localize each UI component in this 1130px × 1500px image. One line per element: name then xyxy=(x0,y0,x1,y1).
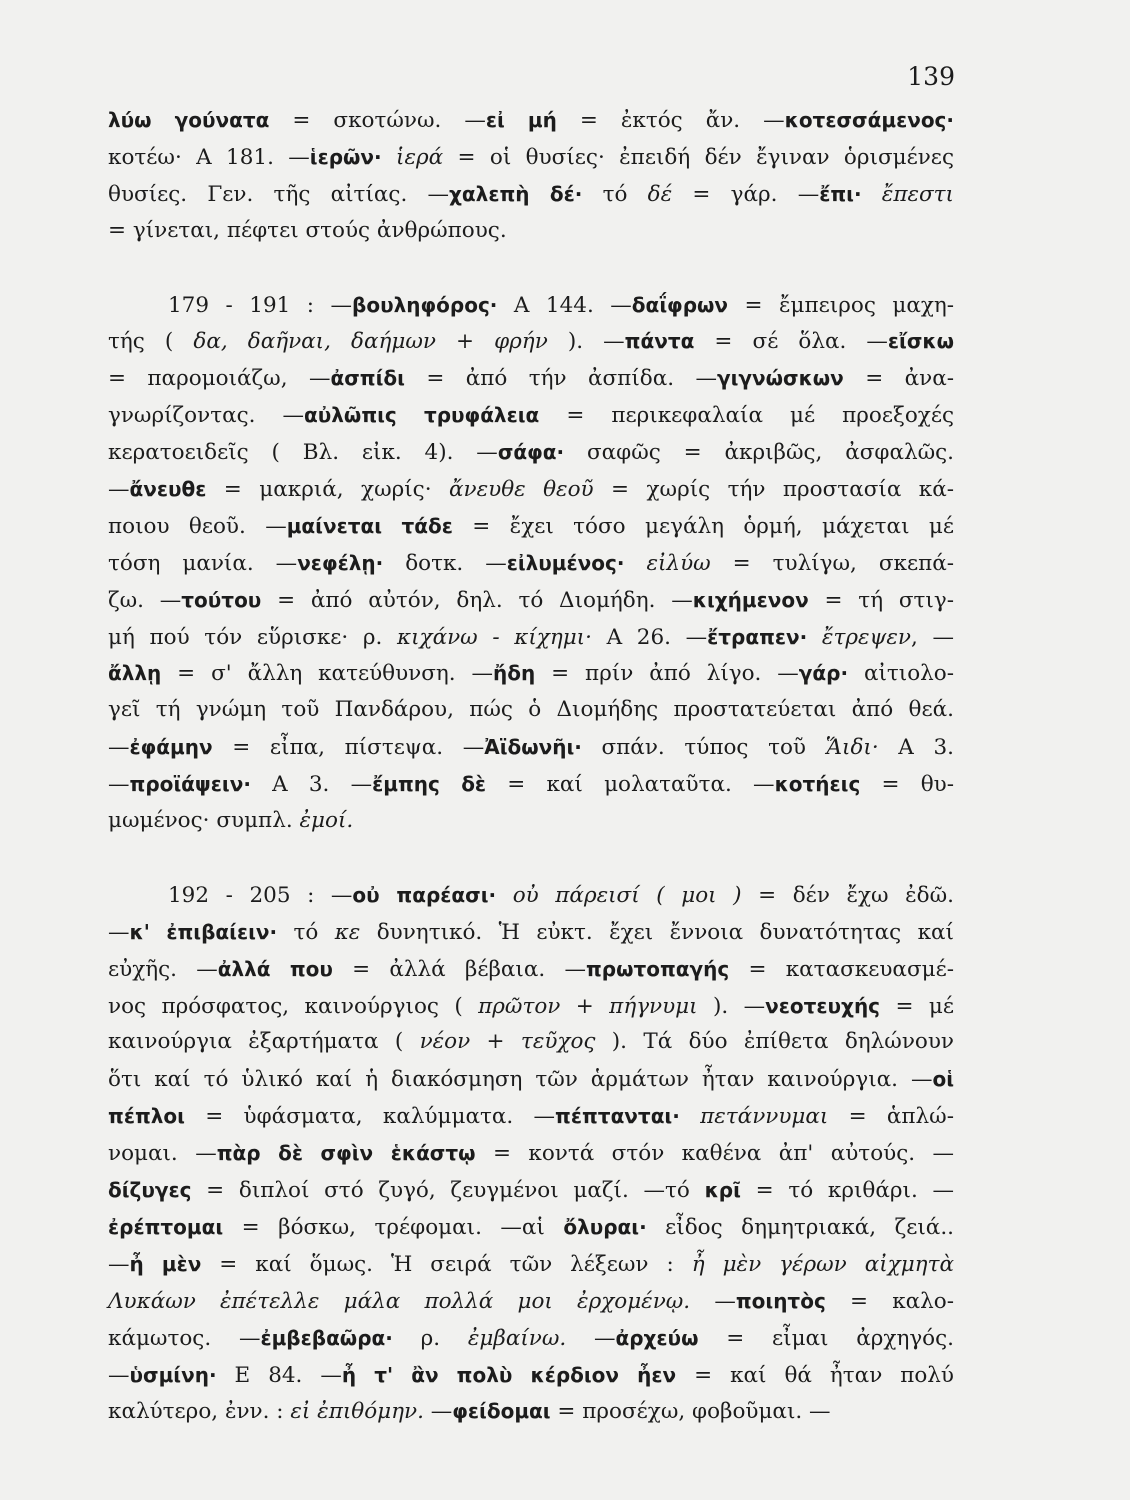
lemma-term: πὰρ δὲ σφὶν ἑκάστῳ xyxy=(216,1141,476,1166)
gloss-text: = μακριά, χωρίς· xyxy=(206,477,449,503)
gloss-text: τής ( xyxy=(108,329,194,355)
lemma-term: πάντα xyxy=(624,329,695,354)
italic-text: οὐ πάρεισί ( μοι ) xyxy=(512,882,742,908)
gloss-text: μή πού τόν εὕρισκε· ρ. xyxy=(108,624,398,650)
gloss-text: τό xyxy=(582,181,648,207)
gloss-text: ). Τά δύο ἐπίθετα δηλώνουν xyxy=(595,1029,954,1055)
gloss-text: εἶδος δημητριακά, ζειά.. xyxy=(646,1214,954,1240)
gloss-text: , — xyxy=(911,624,954,650)
lemma-term: ἐμβεβαῶρα· xyxy=(260,1325,393,1350)
page-number: 139 xyxy=(907,62,955,91)
lemma-term: οὐ παρέασι· xyxy=(352,882,497,907)
gloss-text: σπάν. τύπος τοῦ xyxy=(581,735,826,761)
gloss-text: καινούργια ἐξαρτήματα ( xyxy=(108,1029,420,1055)
gloss-text: = ἁπλώ- xyxy=(828,1104,954,1130)
lemma-term: ἤδη xyxy=(493,661,536,686)
gloss-text: = δέν ἔχω ἐδῶ. xyxy=(741,882,954,908)
lemma-term: δαΐφρων xyxy=(631,292,729,317)
lemma-term: ὄλυραι· xyxy=(563,1214,647,1239)
italic-text: πρῶτον + πήγνυμι xyxy=(478,993,698,1019)
text-line xyxy=(108,1061,954,1098)
text-line xyxy=(108,988,954,1025)
lemma-term: ἀσπίδι xyxy=(330,366,405,391)
italic-text: δέ xyxy=(647,181,673,207)
gloss-text: γεῖ τή γνώμη τοῦ Πανδάρου, πώς ὁ Διομήδης προστατεύεται ἀπό θεά. xyxy=(108,697,954,723)
gloss-text: σαφῶς = ἀκριβῶς, ἀσφαλῶς. xyxy=(564,440,954,466)
text-line xyxy=(108,655,954,692)
gloss-text: τό xyxy=(277,919,335,945)
italic-text: ἔπεστι xyxy=(881,181,954,207)
italic-text: εἰλύω xyxy=(646,550,711,576)
text-line xyxy=(108,1320,954,1357)
gloss-text: = καλο- xyxy=(825,1288,954,1314)
gloss-text: = εἶπα, πίστεψα. — xyxy=(212,735,485,761)
lemma-term: ἀλλά που xyxy=(217,956,333,981)
text-line xyxy=(108,1172,954,1209)
gloss-text: = καί θά ἦταν πολύ xyxy=(676,1362,955,1388)
gloss-text: Α 3. — xyxy=(250,772,373,798)
gloss-text: ). — xyxy=(547,329,625,355)
gloss-text: = θυ- xyxy=(860,772,954,798)
lemma-term: νεοτευχής xyxy=(765,993,881,1018)
gloss-text: ποιου θεοῦ. — xyxy=(108,513,287,539)
gloss-text: = γάρ. — xyxy=(672,181,820,207)
gloss-text: = σκοτώνω. — xyxy=(269,108,486,133)
gloss-text: = ἀπό αὐτόν, δηλ. τό Διομήδη. — xyxy=(261,587,693,613)
gloss-text: Α 3. xyxy=(878,735,954,761)
text-line xyxy=(108,323,954,360)
gloss-text: — xyxy=(108,477,130,503)
lemma-term: ἦ μὲν xyxy=(129,1251,202,1276)
italic-text: κιχάνω - κίχημι· xyxy=(397,624,592,650)
commentary-text xyxy=(108,102,954,1430)
text-line xyxy=(108,914,954,951)
text-line xyxy=(108,692,954,729)
lemma-term: ἦ τ' ἂν πολὺ κέρδιον ἦεν xyxy=(341,1362,677,1387)
text-line xyxy=(108,766,954,803)
lemma-term: γάρ· xyxy=(798,661,849,686)
lemma-term: κιχήμενον xyxy=(692,587,809,612)
gloss-text: = μέ xyxy=(880,993,954,1019)
gloss-text: δυνητικό. Ἡ εὐκτ. ἔχει ἔννοια δυνατότητας καί xyxy=(360,919,954,945)
gloss-text xyxy=(680,1104,700,1129)
lemma-term: αὐλῶπις τρυφάλεια xyxy=(304,403,540,428)
italic-text: ἄνευθε θεοῦ xyxy=(449,477,594,503)
text-line xyxy=(108,1357,954,1394)
text-line xyxy=(108,803,954,840)
text-line xyxy=(108,1246,954,1283)
gloss-text: — xyxy=(566,1325,616,1351)
lemma-term: εἴσκω xyxy=(887,329,955,354)
lemma-term: ἔμπης δὲ xyxy=(372,772,487,797)
gloss-text: = ἀνα- xyxy=(843,366,954,392)
lemma-term: ἀρχεύω xyxy=(615,1325,699,1350)
text-line xyxy=(108,176,954,213)
gloss-text: — xyxy=(108,1251,130,1277)
lemma-term: φείδομαι xyxy=(452,1399,551,1424)
text-line xyxy=(108,582,954,619)
lemma-term: μαίνεται τάδε xyxy=(286,513,453,538)
text-line xyxy=(108,877,954,914)
gloss-text: = τή στιγ- xyxy=(808,587,954,613)
gloss-text: = οἱ θυσίες· ἐπειδή δέν ἔγιναν ὁρισμένες xyxy=(443,144,954,170)
text-line xyxy=(108,1135,954,1172)
gloss-text: = ὑφάσματα, καλύμματα. — xyxy=(184,1104,556,1130)
text-line xyxy=(108,397,954,434)
lemma-term: τούτου xyxy=(181,587,262,612)
text-line xyxy=(108,729,954,766)
lemma-term: βουληφόρος· xyxy=(352,292,498,317)
lemma-term: κοτεσσάμενος· xyxy=(784,108,955,132)
gloss-text: ζω. — xyxy=(108,587,182,613)
paragraph-gap xyxy=(108,250,954,287)
gloss-text: μωμένος· συμπλ. xyxy=(108,808,300,834)
text-line xyxy=(108,1393,954,1430)
gloss-text: 179 - 191 : — xyxy=(168,292,353,318)
italic-text: δα, δαῆναι, δαήμων + φρήν xyxy=(193,329,548,355)
text-line xyxy=(108,471,954,508)
lemma-term: χαλεπὴ δέ· xyxy=(449,181,583,206)
gloss-text: = εἶμαι ἀρχηγός. xyxy=(698,1325,954,1351)
text-line xyxy=(108,508,954,545)
gloss-text: καλύτερο, ἐνν. : xyxy=(108,1399,291,1425)
italic-text: Λυκάων ἐπέτελλε μάλα πολλά μοι ἐρχομένῳ. xyxy=(108,1288,691,1314)
lemma-term: οἱ xyxy=(932,1067,954,1092)
text-line xyxy=(108,1283,954,1320)
gloss-text: Α 144. — xyxy=(497,292,632,318)
italic-text: κε xyxy=(334,919,361,945)
lemma-term: ὑσμίνη· xyxy=(129,1362,217,1387)
gloss-text: = διπλοί στό ζυγό, ζευγμένοι μαζί. —τό xyxy=(191,1178,705,1204)
lemma-term: νεφέλῃ· xyxy=(297,550,384,575)
text-line xyxy=(108,545,954,582)
gloss-text: = πρίν ἀπό λίγο. — xyxy=(535,661,799,687)
gloss-text: κερατοειδεῖς ( Βλ. εἰκ. 4). — xyxy=(108,440,498,466)
lemma-term: ποιητὸς xyxy=(735,1288,826,1313)
text-line xyxy=(108,619,954,656)
italic-text: ἱερά xyxy=(396,144,444,170)
lemma-term: γιγνώσκων xyxy=(716,366,844,391)
italic-text: ἦ μὲν γέρων αἰχμητὰ xyxy=(691,1251,954,1277)
gloss-text: 192 - 205 : — xyxy=(168,882,353,908)
text-line xyxy=(108,139,954,176)
lemma-term: ἔπι· xyxy=(819,181,862,206)
gloss-text xyxy=(382,145,396,170)
gloss-text: ). — xyxy=(697,993,766,1019)
gloss-text: κοτέω· Α 181. — xyxy=(108,144,310,170)
text-line xyxy=(108,1024,954,1061)
text-line xyxy=(108,360,954,397)
gloss-text: κάμωτος. — xyxy=(108,1325,261,1351)
gloss-text: εὐχῆς. — xyxy=(108,956,218,982)
lemma-term: ἄνευθε xyxy=(129,477,207,502)
gloss-text: = καί ὅμως. Ἡ σειρά τῶν λέξεων : xyxy=(201,1251,692,1277)
lemma-term: πέπλοι xyxy=(108,1104,185,1129)
gloss-text: ρ. xyxy=(392,1325,468,1351)
gloss-text: — xyxy=(423,1399,453,1425)
text-line xyxy=(108,1209,954,1246)
gloss-text xyxy=(624,551,646,576)
italic-text: νέον + τεῦχος xyxy=(419,1029,596,1055)
gloss-text: = τυλίγω, σκεπά- xyxy=(710,550,954,576)
gloss-text: = χωρίς τήν προστασία κά- xyxy=(593,477,954,503)
gloss-text: = κοντά στόν καθένα ἀπ' αὐτούς. — xyxy=(475,1141,954,1167)
gloss-text: νος πρόσφατος, καινούργιος ( xyxy=(108,993,479,1019)
lemma-term: εἰ μή xyxy=(485,108,557,132)
lemma-term: ἐφάμην xyxy=(129,735,213,760)
text-line xyxy=(108,213,954,250)
gloss-text: — xyxy=(108,919,130,945)
text-line xyxy=(108,434,954,471)
text-line xyxy=(108,102,954,139)
gloss-text: = ἀπό τήν ἀσπίδα. — xyxy=(404,366,717,392)
lemma-term: εἰλυμένος· xyxy=(506,550,625,575)
lemma-term: ἐρέπτομαι xyxy=(108,1214,224,1239)
lemma-term: προϊάψειν· xyxy=(129,772,251,797)
lemma-term: πέπτανται· xyxy=(555,1104,680,1129)
italic-text: πετάννυμαι xyxy=(700,1104,829,1130)
gloss-text: = βόσκω, τρέφομαι. —αἱ xyxy=(223,1214,564,1240)
gloss-text: = ἀλλά βέβαια. — xyxy=(332,956,586,982)
gloss-text: Ε 84. — xyxy=(216,1362,342,1388)
lemma-term: ἄλλῃ xyxy=(108,661,162,686)
gloss-text: αἰτιολο- xyxy=(848,661,955,687)
gloss-text: ὅτι καί τό ὑλικό καί ἡ διακόσμηση τῶν ἁρμάτων ἦταν καινούργια. — xyxy=(108,1067,933,1093)
lemma-term: κοτήεις xyxy=(774,772,861,797)
gloss-text: = προσέχω, φοβοῦμαι. — xyxy=(550,1399,831,1425)
lemma-term: σάφα· xyxy=(497,440,565,465)
lemma-term: πρωτοπαγής xyxy=(585,956,730,981)
gloss-text: — xyxy=(108,772,130,798)
lemma-term: Ἀϊδωνῆι· xyxy=(484,735,582,760)
gloss-text: = παρομοιάζω, — xyxy=(108,366,331,392)
gloss-text: Α 26. — xyxy=(591,624,708,650)
lemma-term: ἱερῶν· xyxy=(309,144,382,169)
gloss-text xyxy=(862,182,882,207)
gloss-text: θυσίες. Γεν. τῆς αἰτίας. — xyxy=(108,181,450,207)
gloss-text: = καί μολαταῦτα. — xyxy=(486,772,775,798)
lemma-term: δίζυγες xyxy=(108,1178,192,1203)
paragraph-gap xyxy=(108,840,954,877)
italic-text: ἐμοί. xyxy=(299,808,354,834)
gloss-text: — xyxy=(108,735,130,761)
text-line xyxy=(108,951,954,988)
gloss-text: γνωρίζοντας. — xyxy=(108,403,305,429)
gloss-text: τόση μανία. — xyxy=(108,550,298,576)
lemma-term: κ' ἐπιβαίειν· xyxy=(129,919,278,944)
gloss-text: = σ' ἄλλη κατεύθυνση. — xyxy=(161,661,494,687)
text-line xyxy=(108,287,954,324)
gloss-text: = τό κριθάρι. — xyxy=(740,1178,954,1204)
italic-text: ἐμβαίνω. xyxy=(467,1325,567,1351)
gloss-text: = ἔμπειρος μαχη- xyxy=(728,292,955,318)
italic-text: εἰ ἐπιθόμην. xyxy=(290,1399,424,1425)
gloss-text: δοτκ. — xyxy=(383,550,507,576)
gloss-text: — xyxy=(690,1288,736,1314)
gloss-text: — xyxy=(108,1362,130,1388)
gloss-text: νομαι. — xyxy=(108,1141,217,1167)
text-line xyxy=(108,1098,954,1135)
gloss-text xyxy=(807,625,822,650)
gloss-text xyxy=(496,883,513,908)
gloss-text: = ἐκτός ἄν. — xyxy=(556,108,785,133)
italic-text: ἔτρεψεν xyxy=(821,624,911,650)
lemma-term: ἔτραπεν· xyxy=(707,624,808,649)
lemma-term: κρῖ xyxy=(704,1178,741,1203)
gloss-text: = κατασκευασμέ- xyxy=(729,956,954,982)
gloss-text: = περικεφαλαία μέ προεξοχές xyxy=(539,403,955,429)
gloss-text: = ἔχει τόσο μεγάλη ὁρμή, μάχεται μέ xyxy=(452,513,954,539)
italic-text: Ἅιδι· xyxy=(825,735,879,761)
gloss-text: = γίνεται, πέφτει στούς ἀνθρώπους. xyxy=(108,217,507,243)
lemma-term: λύω γούνατα xyxy=(108,108,270,132)
gloss-text: = σέ ὅλα. — xyxy=(694,329,888,355)
